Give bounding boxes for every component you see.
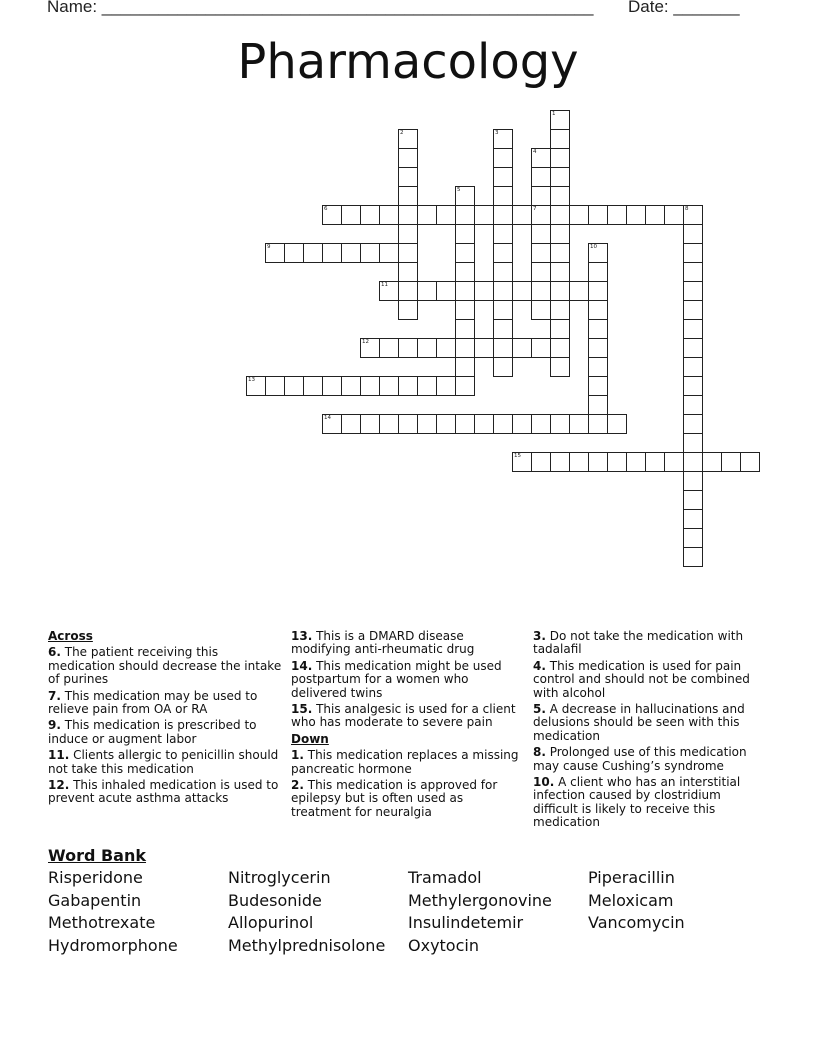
crossword-cell[interactable]	[493, 262, 513, 282]
crossword-cell[interactable]	[398, 376, 418, 396]
crossword-cell[interactable]	[550, 262, 570, 282]
crossword-cell[interactable]	[683, 205, 703, 225]
crossword-cell[interactable]	[455, 300, 475, 320]
crossword-cell[interactable]	[398, 224, 418, 244]
word-bank-item: Gabapentin	[48, 890, 142, 910]
crossword-cell[interactable]	[664, 452, 684, 472]
clue-text: The patient receiving this medication should decrease the intake of purines	[48, 645, 282, 687]
clue-item	[291, 660, 527, 700]
crossword-cell[interactable]	[360, 243, 380, 263]
clue-number: 14	[324, 415, 331, 421]
word-bank-item: Methylergonovine	[408, 890, 552, 910]
crossword-cell[interactable]	[588, 452, 608, 472]
clue-text: Prolonged use of this medication may cause Cushing’s syndrome	[533, 745, 747, 773]
crossword-cell[interactable]	[531, 281, 551, 301]
crossword-cell[interactable]	[569, 452, 589, 472]
crossword-cell[interactable]	[493, 243, 513, 263]
crossword-cell[interactable]	[512, 281, 532, 301]
crossword-cell[interactable]	[303, 243, 323, 263]
word-bank-item: Methylprednisolone	[228, 935, 386, 955]
crossword-cell[interactable]	[398, 148, 418, 168]
crossword-cell[interactable]	[683, 471, 703, 491]
crossword-cell[interactable]	[683, 319, 703, 339]
word-bank-item: Risperidone	[48, 868, 143, 887]
clue-item	[48, 749, 284, 776]
crossword-cell[interactable]	[398, 414, 418, 434]
crossword-cell[interactable]	[550, 319, 570, 339]
crossword-cell[interactable]	[455, 357, 475, 377]
crossword-cell[interactable]	[531, 148, 551, 168]
clue-item	[291, 749, 527, 776]
clue-number: 6	[324, 206, 328, 212]
crossword-cell[interactable]	[474, 338, 494, 358]
clue-item	[48, 779, 284, 806]
clue-number: 7	[533, 206, 537, 212]
word-bank-title: Word Bank	[48, 846, 147, 865]
crossword-cell[interactable]	[493, 357, 513, 377]
clue-number: 1	[552, 111, 556, 117]
word-bank-item: Budesonide	[228, 890, 322, 910]
crossword-cell[interactable]	[455, 319, 475, 339]
date-field-label: Date: _______	[628, 0, 740, 16]
crossword-cell[interactable]	[588, 205, 608, 225]
crossword-cell[interactable]	[588, 281, 608, 301]
clue-number: 5	[457, 187, 461, 193]
crossword-cell[interactable]	[683, 300, 703, 320]
crossword-cell[interactable]	[398, 281, 418, 301]
crossword-cell[interactable]	[379, 414, 399, 434]
crossword-cell[interactable]	[550, 205, 570, 225]
crossword-cell[interactable]	[455, 262, 475, 282]
crossword-cell[interactable]	[398, 205, 418, 225]
clue-number-label: 4.	[533, 658, 546, 673]
crossword-cell[interactable]	[550, 129, 570, 149]
crossword-cell[interactable]	[588, 319, 608, 339]
crossword-cell[interactable]	[550, 224, 570, 244]
clue-number: 13	[248, 377, 255, 383]
crossword-cell[interactable]	[683, 338, 703, 358]
crossword-cell[interactable]	[322, 205, 342, 225]
crossword-cell[interactable]	[379, 205, 399, 225]
crossword-cell[interactable]	[683, 433, 703, 453]
clue-number-label: 2.	[291, 778, 304, 793]
crossword-cell[interactable]	[417, 414, 437, 434]
crossword-cell[interactable]	[512, 205, 532, 225]
crossword-cell[interactable]	[512, 414, 532, 434]
crossword-cell[interactable]	[398, 167, 418, 187]
crossword-cell[interactable]	[550, 338, 570, 358]
crossword-cell[interactable]	[360, 414, 380, 434]
clue-number: 11	[381, 282, 388, 288]
crossword-cell[interactable]	[550, 300, 570, 320]
crossword-cell[interactable]	[607, 414, 627, 434]
crossword-cell[interactable]	[360, 338, 380, 358]
clue-item	[291, 630, 527, 657]
crossword-cell[interactable]	[455, 376, 475, 396]
word-bank-item: Vancomycin	[588, 913, 685, 933]
clue-number-label: 14.	[291, 658, 313, 673]
crossword-cell[interactable]	[341, 205, 361, 225]
crossword-cell[interactable]	[569, 205, 589, 225]
crossword-cell[interactable]	[493, 167, 513, 187]
crossword-cell[interactable]	[607, 452, 627, 472]
clue-number: 15	[514, 453, 521, 459]
clue-text: This medication is approved for epilepsy but is often used as treatment for neuralgia	[291, 778, 498, 819]
clue-item	[48, 719, 284, 746]
crossword-cell[interactable]	[284, 243, 304, 263]
crossword-cell[interactable]	[626, 205, 646, 225]
crossword-cell[interactable]	[512, 338, 532, 358]
crossword-cell[interactable]	[246, 376, 266, 396]
clue-text: This inhaled medication is used to prevent acute asthma attacks	[48, 778, 279, 806]
clue-number: 12	[362, 339, 369, 345]
clues-column-3	[533, 630, 769, 833]
crossword-cell[interactable]	[531, 452, 551, 472]
crossword-cell[interactable]	[683, 509, 703, 529]
crossword-cell[interactable]	[531, 167, 551, 187]
clue-item	[533, 703, 769, 743]
clue-number: 9	[267, 244, 271, 250]
crossword-cell[interactable]	[493, 414, 513, 434]
crossword-cell[interactable]	[398, 262, 418, 282]
crossword-cell[interactable]	[550, 452, 570, 472]
crossword-cell[interactable]	[360, 376, 380, 396]
crossword-cell[interactable]	[550, 148, 570, 168]
crossword-cell[interactable]	[322, 243, 342, 263]
crossword-cell[interactable]	[531, 262, 551, 282]
crossword-cell[interactable]	[588, 300, 608, 320]
crossword-cell[interactable]	[398, 300, 418, 320]
crossword-cell[interactable]	[588, 262, 608, 282]
crossword-cell[interactable]	[664, 205, 684, 225]
crossword-cell[interactable]	[379, 338, 399, 358]
crossword-cell[interactable]	[417, 205, 437, 225]
word-bank-item: Oxytocin	[408, 935, 479, 955]
crossword-cell[interactable]	[683, 452, 703, 472]
crossword-cell[interactable]	[398, 243, 418, 263]
page-title: Pharmacology	[237, 34, 579, 90]
clue-item	[48, 646, 284, 686]
crossword-cell[interactable]	[588, 243, 608, 263]
crossword-cell[interactable]	[455, 414, 475, 434]
crossword-cell[interactable]	[550, 110, 570, 130]
clue-number-label: 13.	[291, 629, 313, 643]
clue-number: 4	[533, 149, 537, 155]
crossword-cell[interactable]	[436, 414, 456, 434]
crossword-cell[interactable]	[531, 224, 551, 244]
crossword-cell[interactable]	[683, 357, 703, 377]
clue-item	[291, 779, 527, 819]
clue-text: Do not take the medication with tadalafil	[533, 629, 744, 657]
crossword-cell[interactable]	[683, 395, 703, 415]
crossword-cell[interactable]	[455, 205, 475, 225]
crossword-cell[interactable]	[379, 376, 399, 396]
crossword-cell[interactable]	[588, 376, 608, 396]
clue-number-label: 5.	[533, 702, 546, 717]
crossword-cell[interactable]	[455, 281, 475, 301]
crossword-cell[interactable]	[683, 262, 703, 282]
clue-number-label: 15.	[291, 702, 313, 717]
clue-item	[291, 703, 527, 730]
clue-number-label: 11.	[48, 748, 70, 763]
crossword-cell[interactable]	[531, 338, 551, 358]
crossword-cell[interactable]	[531, 414, 551, 434]
clue-text: This medication may be used to relieve pain from OA or RA	[48, 688, 258, 717]
clue-number-label: 7.	[48, 688, 61, 703]
word-bank-item: Hydromorphone	[48, 935, 178, 955]
clue-text: This medication is prescribed to induce or augment labor	[48, 718, 257, 746]
crossword-cell[interactable]	[455, 338, 475, 358]
crossword-cell[interactable]	[417, 338, 437, 358]
crossword-cell[interactable]	[493, 338, 513, 358]
crossword-cell[interactable]	[455, 243, 475, 263]
crossword-cell[interactable]	[569, 414, 589, 434]
clue-number: 10	[590, 244, 597, 250]
crossword-cell[interactable]	[398, 186, 418, 206]
crossword-cell[interactable]	[531, 205, 551, 225]
crossword-cell[interactable]	[436, 338, 456, 358]
crossword-cell[interactable]	[417, 376, 437, 396]
crossword-cell[interactable]	[588, 395, 608, 415]
crossword-cell[interactable]	[493, 319, 513, 339]
crossword-cell[interactable]	[493, 205, 513, 225]
word-bank-item: Insulindetemir	[408, 913, 524, 933]
crossword-cell[interactable]	[550, 357, 570, 377]
down-heading: Down	[291, 731, 329, 746]
crossword-cell[interactable]	[474, 281, 494, 301]
clue-text: A client who has an interstitial infection caused by clostridium difficult is likely to receive this medication	[533, 775, 741, 830]
clue-number-label: 10.	[533, 775, 555, 790]
clues-column-1	[48, 630, 284, 809]
crossword-cell[interactable]	[379, 281, 399, 301]
clue-text: This medication might be used postpartum for a women who delivered twins	[291, 658, 502, 700]
name-field-label: Name: ____________________________________________________	[47, 0, 594, 16]
crossword-cell[interactable]	[683, 490, 703, 510]
crossword-cell[interactable]	[436, 205, 456, 225]
crossword-cell[interactable]	[683, 376, 703, 396]
crossword-cell[interactable]	[493, 148, 513, 168]
crossword-cell[interactable]	[702, 452, 722, 472]
word-bank	[48, 867, 768, 956]
word-bank-item: Methotrexate	[48, 913, 156, 933]
clue-number-label: 3.	[533, 629, 546, 643]
crossword-cell[interactable]	[569, 281, 589, 301]
crossword-cell[interactable]	[626, 452, 646, 472]
crossword-cell[interactable]	[512, 452, 532, 472]
crossword-cell[interactable]	[645, 452, 665, 472]
word-bank-item: Allopurinol	[228, 913, 314, 933]
clue-text: This analgesic is used for a client who has moderate to severe pain	[291, 702, 516, 730]
crossword-cell[interactable]	[493, 224, 513, 244]
clue-item	[533, 746, 769, 773]
crossword-cell[interactable]	[683, 243, 703, 263]
crossword-cell[interactable]	[683, 547, 703, 567]
crossword-cell[interactable]	[683, 224, 703, 244]
crossword-cell[interactable]	[436, 376, 456, 396]
crossword-cell[interactable]	[455, 224, 475, 244]
clue-text: Clients allergic to penicillin should not take this medication	[48, 748, 279, 776]
crossword-cell[interactable]	[474, 205, 494, 225]
crossword-cell[interactable]	[493, 129, 513, 149]
crossword-cell[interactable]	[398, 129, 418, 149]
crossword-cell[interactable]	[493, 281, 513, 301]
crossword-cell[interactable]	[588, 414, 608, 434]
clue-text: A decrease in hallucinations and delusions should be seen with this medication	[533, 702, 745, 743]
crossword-cell[interactable]	[341, 243, 361, 263]
crossword-cell[interactable]	[531, 243, 551, 263]
clue-item	[533, 630, 769, 657]
crossword-cell[interactable]	[341, 376, 361, 396]
crossword-cell[interactable]	[303, 376, 323, 396]
crossword-cell[interactable]	[740, 452, 760, 472]
crossword-cell[interactable]	[493, 186, 513, 206]
clue-number-label: 1.	[291, 748, 304, 763]
crossword-cell[interactable]	[607, 205, 627, 225]
crossword-cell[interactable]	[683, 528, 703, 548]
crossword-cell[interactable]	[550, 281, 570, 301]
crossword-cell[interactable]	[683, 414, 703, 434]
clue-text: This medication is used for pain control and should not be combined with alcohol	[533, 658, 750, 700]
clue-text: This medication replaces a missing pancreatic hormone	[291, 748, 519, 776]
clue-text: This is a DMARD disease modifying anti-rheumatic drug	[291, 629, 475, 657]
across-heading: Across	[48, 629, 93, 643]
clue-item	[48, 690, 284, 717]
clue-item	[533, 776, 769, 830]
crossword-cell[interactable]	[721, 452, 741, 472]
crossword-cell[interactable]	[531, 186, 551, 206]
crossword-cell[interactable]	[474, 414, 494, 434]
crossword-cell[interactable]	[588, 338, 608, 358]
word-bank-item: Meloxicam	[588, 890, 674, 910]
clue-number-label: 6.	[48, 645, 61, 660]
crossword-cell[interactable]	[493, 300, 513, 320]
crossword-cell[interactable]	[645, 205, 665, 225]
crossword-cell[interactable]	[341, 414, 361, 434]
clue-number-label: 12.	[48, 778, 70, 793]
clue-number-label: 8.	[533, 745, 546, 760]
crossword-cell[interactable]	[379, 243, 399, 263]
crossword-cell[interactable]	[550, 167, 570, 187]
crossword-cell[interactable]	[550, 414, 570, 434]
crossword-cell[interactable]	[550, 243, 570, 263]
crossword-cell[interactable]	[455, 186, 475, 206]
clue-item	[533, 660, 769, 700]
clue-number: 2	[400, 130, 404, 136]
word-bank-item: Piperacillin	[588, 868, 675, 887]
crossword-cell[interactable]	[265, 243, 285, 263]
crossword-cell[interactable]	[322, 414, 342, 434]
word-bank-item: Tramadol	[408, 868, 482, 887]
crossword-cell[interactable]	[265, 376, 285, 396]
crossword-cell[interactable]	[531, 300, 551, 320]
word-bank-item: Nitroglycerin	[228, 868, 331, 887]
crossword-cell[interactable]	[588, 357, 608, 377]
clue-number: 8	[685, 206, 689, 212]
crossword-cell[interactable]	[360, 205, 380, 225]
clue-number-label: 9.	[48, 718, 61, 733]
crossword-cell[interactable]	[398, 338, 418, 358]
crossword-cell[interactable]	[417, 281, 437, 301]
crossword-cell[interactable]	[683, 281, 703, 301]
crossword-cell[interactable]	[322, 376, 342, 396]
crossword-cell[interactable]	[284, 376, 304, 396]
clues-column-2	[291, 630, 527, 822]
crossword-cell[interactable]	[436, 281, 456, 301]
crossword-cell[interactable]	[550, 186, 570, 206]
clue-number: 3	[495, 130, 499, 136]
